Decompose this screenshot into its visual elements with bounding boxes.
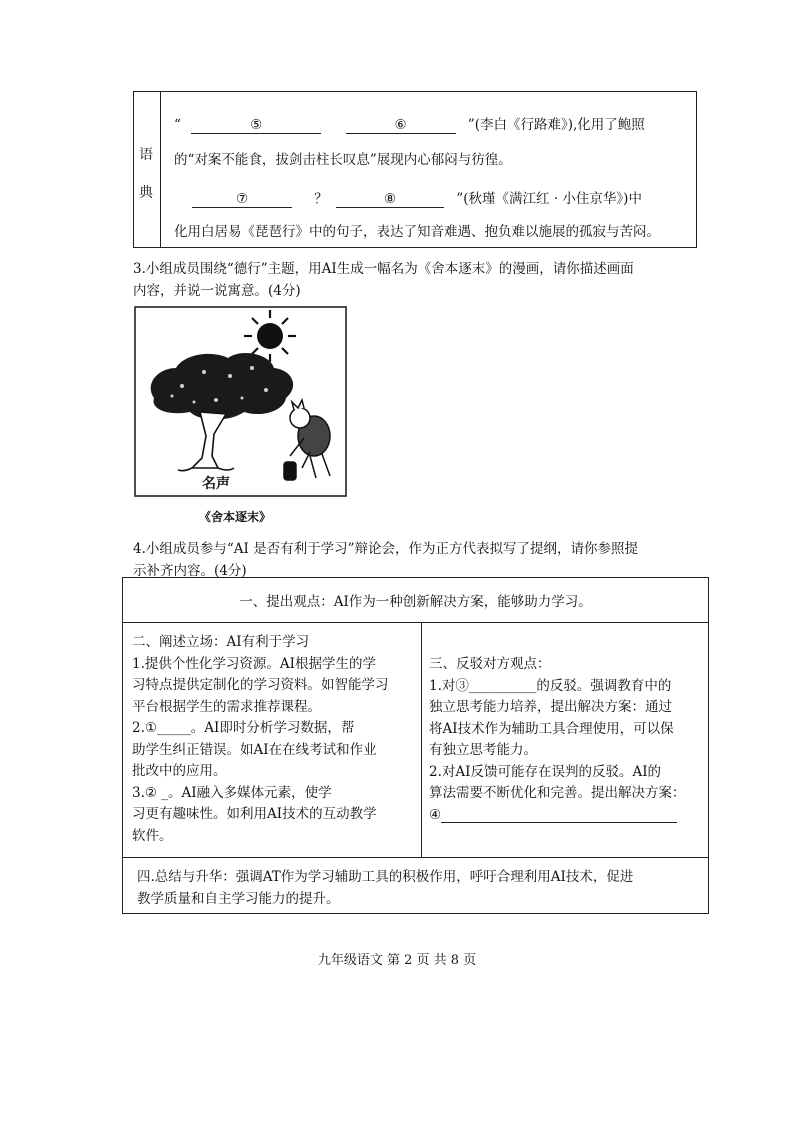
right-line: 三、反驳对方观点： (429, 656, 551, 672)
quote-table (133, 91, 697, 248)
left-column (132, 632, 418, 847)
tree-label: 名声 (202, 476, 230, 492)
quote-line-3 (174, 187, 642, 208)
left-line: 习更有趣味性。如利用AI技术的互动教学 (132, 806, 377, 822)
right-line[interactable]: 1.对③__________的反驳。强调教育中的 (429, 677, 672, 694)
blank-8[interactable]: ⑧ (336, 192, 444, 208)
cartoon-caption: 《舍本逐末》 (199, 510, 272, 524)
table-divider (123, 622, 708, 623)
answer-4-row[interactable] (429, 805, 707, 827)
blank-6[interactable]: ⑥ (346, 118, 456, 134)
page-footer: 九年级语文 第 2 页 共 8 页 (317, 953, 477, 968)
right-column (429, 654, 707, 826)
quote-line-4: 化用白居易《琵琶行》中的句子，表达了知音难遇、抱负难以施展的孤寂与苦闷。 (174, 224, 660, 240)
quote-line-3-tail: ”(秋瑾《满江红 · 小住京华》)中 (456, 191, 642, 207)
left-line: 平台根据学生的需求推荐课程。 (132, 698, 321, 715)
left-line: 助学生纠正错误。如AI在在线考试和作业 (132, 741, 377, 758)
cartoon-svg (134, 306, 347, 497)
conclusion-line-2: 教学质量和自主学习能力的提升。 (137, 891, 340, 907)
right-line: 将AI技术作为辅助工具合理使用，可以保 (429, 720, 674, 737)
left-line: 二、阐述立场：AI有利于学习 (132, 634, 310, 650)
question-3-line-1: 3.小组成员围绕“德行”主题，用AI生成一幅名为《舍本逐末》的漫画，请你描述画面 (133, 261, 634, 277)
question-mark: ？ (314, 191, 328, 207)
right-line: 算法需要不断优化和完善。提出解决方案： (429, 785, 686, 801)
left-line: 习特点提供定制化的学习资料。如智能学习 (132, 677, 389, 693)
left-line[interactable]: 2.①_____。AI即时分析学习数据，帮 (132, 720, 355, 736)
table-divider (421, 622, 422, 857)
blank-5[interactable]: ⑤ (191, 118, 321, 134)
outline-header: 一、提出观点：AI作为一种创新解决方案，能够助力学习。 (239, 594, 592, 610)
conclusion-line-1: 四.总结与升华：强调AT作为学习辅助工具的积极作用，呼吁合理利用AI技术，促进 (137, 869, 634, 885)
table-divider (160, 92, 161, 247)
debate-outline-table (122, 577, 709, 914)
left-line: 1.提供个性化学习资源。AI根据学生的学 (132, 655, 376, 672)
right-line: 2.对AI反馈可能存在误判的反驳。AI的 (429, 763, 662, 780)
table-label-char-1: 语 (139, 147, 153, 163)
table-label-char-2: 典 (139, 185, 153, 201)
cartoon-illustration (134, 306, 347, 497)
quote-line-2: 的“对案不能食，拔剑击柱长叹息”展现内心郁闷与彷徨。 (174, 152, 512, 168)
left-line[interactable]: 3.② _。AI融入多媒体元素，使学 (132, 784, 332, 801)
left-line: 批改中的应用。 (132, 763, 227, 779)
quote-line-1 (174, 113, 645, 134)
question-4-line-2: 示补齐内容。(4分) (133, 563, 247, 579)
table-divider (123, 857, 708, 858)
blank-4-label: ④ (429, 806, 442, 823)
quote-line-1-tail: ”(李白《行路难》),化用了鲍照 (467, 117, 645, 133)
question-4-line-1: 4.小组成员参与“AI 是否有利于学习”辩论会，作为正方代表拟写了提纲，请你参照提 (133, 541, 639, 557)
right-line: 有独立思考能力。 (429, 742, 537, 758)
question-3-line-2: 内容，并说一说寓意。(4分) (133, 283, 301, 299)
right-line: 独立思考能力培养，提出解决方案：通过 (429, 699, 672, 715)
blank-4-line[interactable] (441, 806, 677, 823)
open-quote: “ (174, 117, 181, 133)
blank-7[interactable]: ⑦ (192, 192, 292, 208)
left-line: 软件。 (132, 827, 173, 844)
